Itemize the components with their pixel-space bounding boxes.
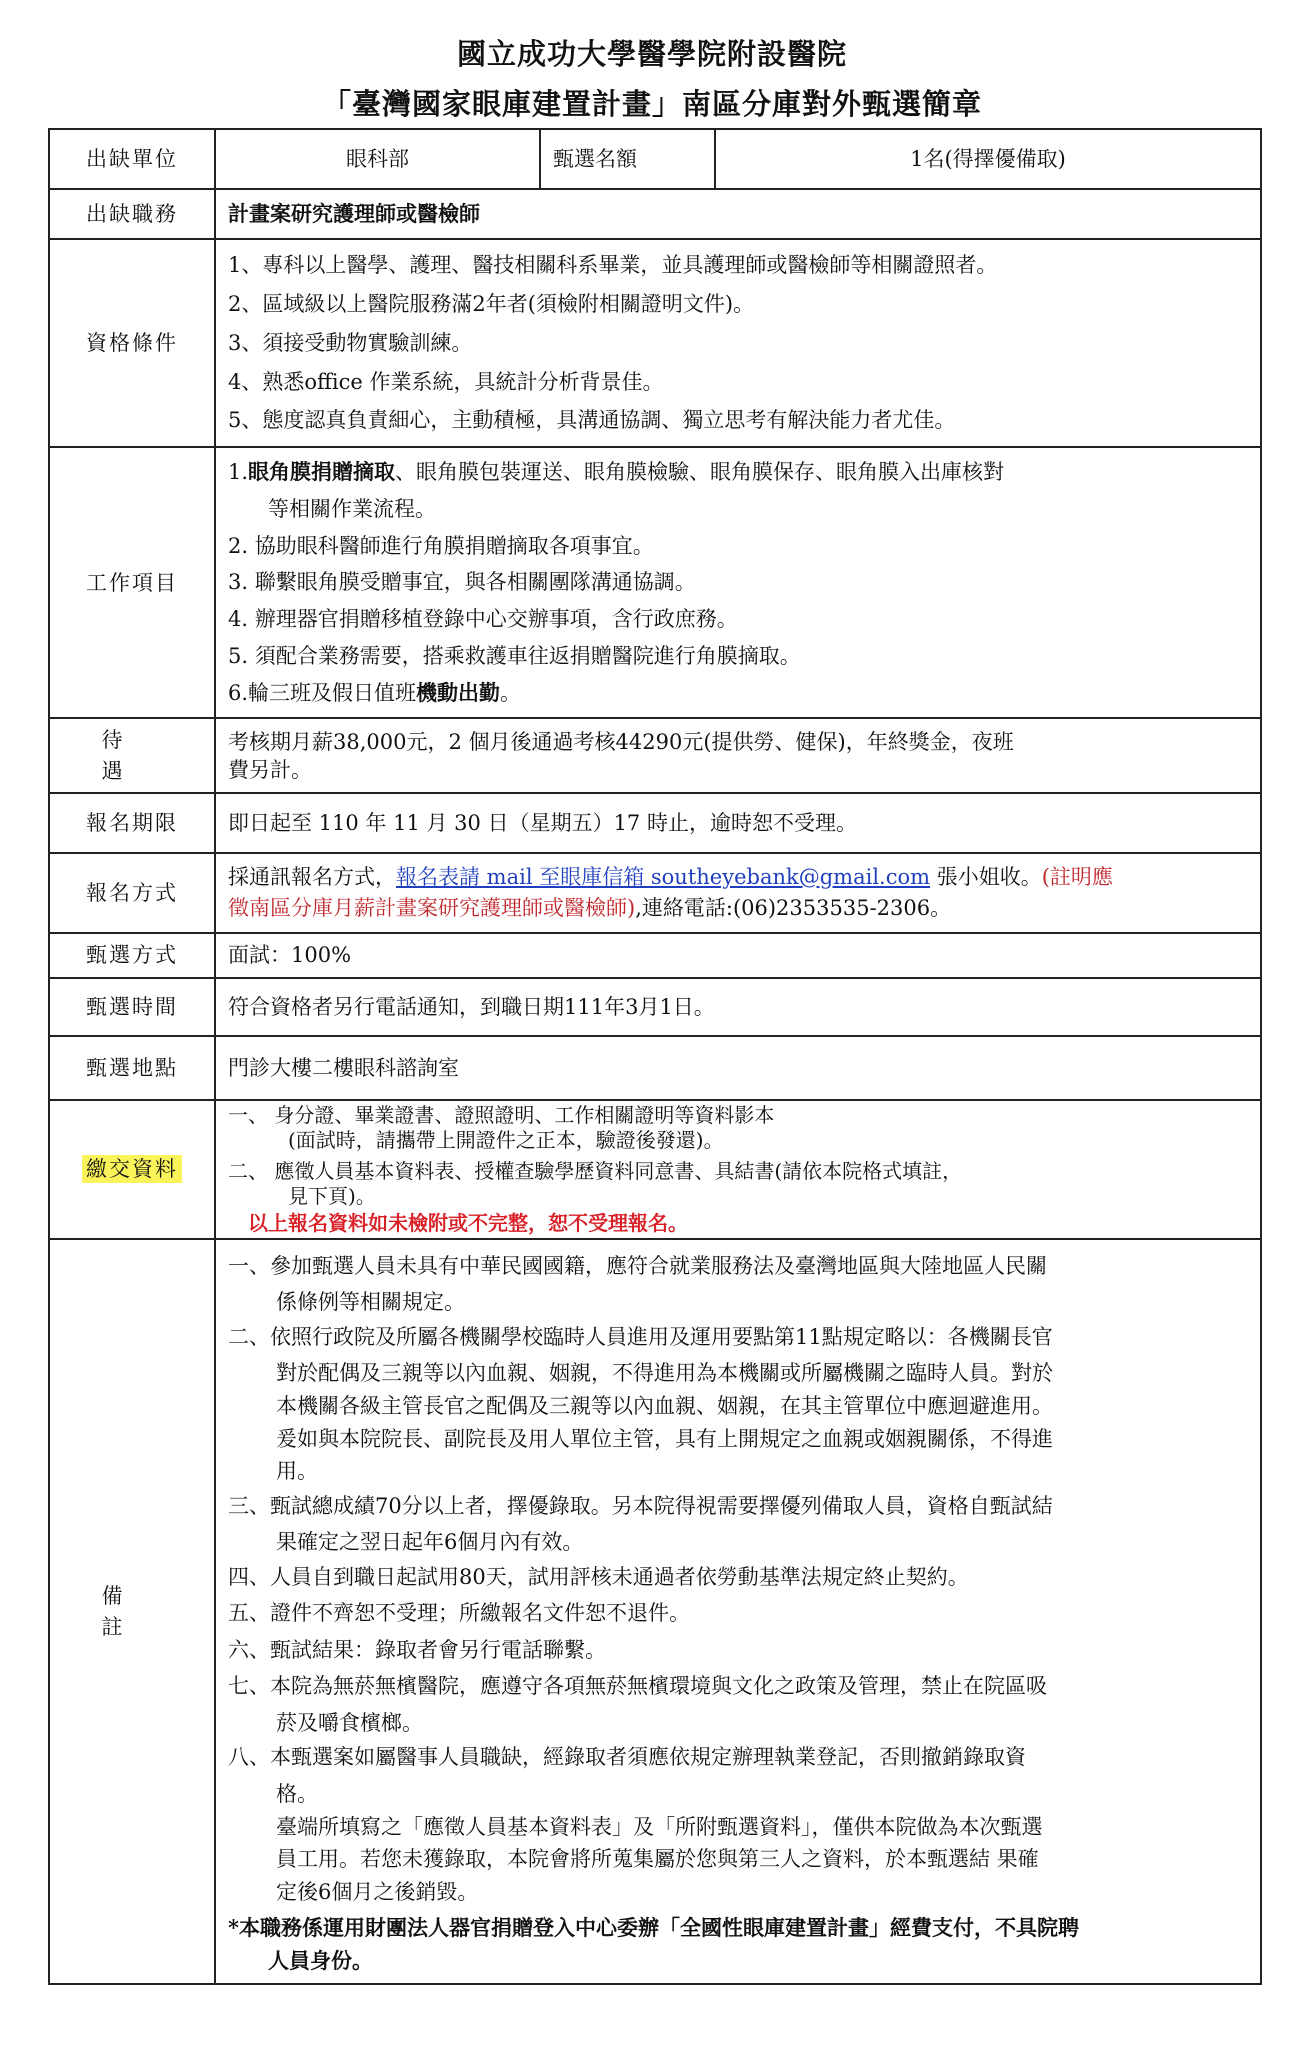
note-item-cont: 菸及嚼食檳榔。 bbox=[276, 1710, 423, 1735]
position-value: 計畫案研究護理師或醫檢師 bbox=[215, 189, 1261, 239]
note-item-cont: 臺端所填寫之「應徵人員基本資料表」及「所附甄選資料」，僅供本院做為本次甄選 bbox=[276, 1814, 1043, 1839]
deadline-value: 即日起至 110 年 11 月 30 日（星期五）17 時止，逾時恕不受理。 bbox=[215, 793, 1261, 853]
row-unit bbox=[49, 129, 1261, 189]
note-item: 二、依照行政院及所屬各機關學校臨時人員進用及運用要點第11點規定略以：各機關長官 bbox=[228, 1324, 1053, 1349]
duty-item-3: 3. 聯繫眼角膜受贈事宜，與各相關團隊溝通協調。 bbox=[228, 570, 696, 595]
note-item-cont: 用。 bbox=[276, 1459, 318, 1484]
row-apply-method bbox=[49, 853, 1261, 933]
apply-pre: 採通訊報名方式， bbox=[228, 864, 396, 889]
document-item: 二、 應徵人員基本資料表、授權查驗學歷資料同意書、具結書(請依本院格式填註， bbox=[228, 1158, 963, 1183]
row-duties bbox=[49, 447, 1261, 718]
salary-value bbox=[215, 718, 1261, 793]
note-item: 七、本院為無菸無檳醫院，應遵守各項無菸無檳環境與文化之政策及管理，禁止在院區吸 bbox=[228, 1674, 1047, 1699]
apply-note-red: 徵南區分庫月薪計畫案研究護理師或醫檢師) bbox=[228, 896, 636, 921]
row-selection-time bbox=[49, 978, 1261, 1036]
selection-method-value: 面試：100% bbox=[215, 933, 1261, 977]
duties-list bbox=[215, 447, 1261, 718]
selection-place-value: 門診大樓二樓眼科諮詢室 bbox=[215, 1036, 1261, 1100]
qualification-item: 5、態度認真負責細心，主動積極，具溝通協調、獨立思考有解決能力者尤佳。 bbox=[228, 408, 956, 433]
unit-label: 出缺單位 bbox=[49, 129, 215, 189]
row-salary bbox=[49, 718, 1261, 793]
note-item-cont: 果確定之翌日起年6個月內有效。 bbox=[276, 1530, 584, 1555]
row-qualifications bbox=[49, 239, 1261, 447]
note-item-cont: 本機關各級主管長官之配偶及三親等以內血親、姻親，在其主管單位中應迴避進用。 bbox=[276, 1393, 1053, 1418]
duty-6-bold: 機動出勤 bbox=[416, 679, 501, 705]
note-item-cont: 員工用。若您未獲錄取，本院會將所蒐集屬於您與第三人之資料，於本甄選結 果確 bbox=[276, 1847, 1039, 1872]
note-item-cont: 爰如與本院院長、副院長及用人單位主管，具有上開規定之血親或姻親關係，不得進 bbox=[276, 1426, 1053, 1451]
apply-line-1 bbox=[228, 862, 1248, 894]
salary-label: 待 遇 bbox=[49, 718, 215, 793]
funding-note-cont: 人員身份。 bbox=[268, 1947, 373, 1973]
duty-bold: 眼角膜捐贈摘取 bbox=[248, 459, 396, 485]
duty-6-pre: 6.輪三班及假日值班 bbox=[228, 680, 417, 705]
duty-num: 1. bbox=[228, 460, 249, 485]
note-item-cont: 定後6個月之後銷毀。 bbox=[276, 1879, 479, 1904]
recruitment-table bbox=[48, 128, 1262, 1985]
unit-value: 眼科部 bbox=[215, 129, 540, 189]
documents-label: 繳交資料 bbox=[82, 1155, 182, 1183]
row-deadline bbox=[49, 793, 1261, 853]
duties-label: 工作項目 bbox=[49, 447, 215, 718]
document-title: 國立成功大學醫學院附設醫院 bbox=[456, 37, 847, 71]
row-position bbox=[49, 189, 1261, 239]
duty-item-5: 5. 須配合業務需要，搭乘救護車往返捐贈醫院進行角膜摘取。 bbox=[228, 643, 801, 668]
notes-label: 備 註 bbox=[49, 1239, 215, 1984]
row-selection-method bbox=[49, 933, 1261, 977]
note-item: 六、甄試結果：錄取者會另行電話聯繫。 bbox=[228, 1637, 606, 1662]
notes-list bbox=[215, 1239, 1261, 1984]
salary-line: 考核期月薪38,000元，2 個月後通過考核44290元(提供勞、健保)，年終獎金，夜班 bbox=[228, 729, 1014, 754]
apply-line-2 bbox=[228, 893, 1248, 925]
document-item: 一、 身分證、畢業證書、證照證明、工作相關證明等資料影本 bbox=[228, 1102, 775, 1127]
note-item: 一、參加甄選人員未具有中華民國國籍，應符合就業服務法及臺灣地區與大陸地區人民關 bbox=[228, 1253, 1047, 1278]
document-subtitle: 「臺灣國家眼庫建置計畫」南區分庫對外甄選簡章 bbox=[321, 87, 982, 121]
apply-note-red: (註明應 bbox=[1041, 864, 1113, 889]
qualifications-list bbox=[215, 239, 1261, 447]
row-documents bbox=[49, 1100, 1261, 1239]
note-item: 八、本甄選案如屬醫事人員職缺，經錄取者須應依規定辦理執業登記，否則撤銷錄取資 bbox=[228, 1745, 1026, 1770]
salary-line: 費另計。 bbox=[228, 757, 312, 782]
quota-label: 甄選名額 bbox=[540, 129, 715, 189]
qualifications-label: 資格條件 bbox=[49, 239, 215, 447]
quota-value: 1名(得擇優備取) bbox=[715, 129, 1261, 189]
duty-item-1 bbox=[228, 454, 1248, 491]
qualification-item: 3、須接受動物實驗訓練。 bbox=[228, 330, 473, 355]
apply-method-label: 報名方式 bbox=[49, 853, 215, 933]
qualification-item: 1、專科以上醫學、護理、醫技相關科系畢業，並具護理師或醫檢師等相關證照者。 bbox=[228, 253, 998, 277]
note-item: 三、甄試總成績70分以上者，擇優錄取。另本院得視需要擇優列備取人員，資格自甄試結 bbox=[228, 1493, 1053, 1518]
position-label: 出缺職務 bbox=[49, 189, 215, 239]
apply-tail: ,連絡電話:(06)2353535-2306。 bbox=[635, 896, 952, 921]
note-item: 五、證件不齊恕不受理；所繳報名文件恕不退件。 bbox=[228, 1601, 690, 1626]
note-item-cont: 格。 bbox=[276, 1781, 318, 1806]
duty-item-1-cont: 等相關作業流程。 bbox=[268, 496, 436, 521]
apply-method-value bbox=[215, 853, 1261, 933]
deadline-label: 報名期限 bbox=[49, 793, 215, 853]
documents-label-cell bbox=[49, 1100, 215, 1239]
qualification-item: 2、區域級以上醫院服務滿2年者(須檢附相關證明文件)。 bbox=[228, 291, 755, 316]
selection-method-label: 甄選方式 bbox=[49, 933, 215, 977]
documents-value bbox=[215, 1100, 1261, 1239]
selection-time-value: 符合資格者另行電話通知，到職日期111年3月1日。 bbox=[215, 978, 1261, 1036]
note-item-cont: 對於配偶及三親等以內血親、姻親，不得進用為本機關或所屬機關之臨時人員。對於 bbox=[276, 1361, 1053, 1386]
document-item-cont: 見下頁)。 bbox=[288, 1183, 376, 1208]
duty-item-2: 2. 協助眼科醫師進行角膜捐贈摘取各項事宜。 bbox=[228, 533, 654, 558]
row-notes bbox=[49, 1239, 1261, 1984]
qualification-item: 4、熟悉office 作業系統，具統計分析背景佳。 bbox=[228, 369, 664, 394]
duty-rest: 、眼角膜包裝運送、眼角膜檢驗、眼角膜保存、眼角膜入出庫核對 bbox=[395, 460, 1005, 485]
duty-item-4: 4. 辦理器官捐贈移植登錄中心交辦事項，含行政庶務。 bbox=[228, 607, 738, 632]
duty-item-6 bbox=[228, 675, 1248, 712]
duty-6-post: 。 bbox=[500, 680, 522, 705]
row-selection-place bbox=[49, 1036, 1261, 1100]
note-item: 四、人員自到職日起試用80天，試用評核未通過者依勞動基準法規定終止契約。 bbox=[228, 1564, 969, 1589]
funding-note: *本職務係運用財團法人器官捐贈登入中心委辦「全國性眼庫建置計畫」經費支付，不具院聘 bbox=[228, 1915, 1079, 1941]
selection-place-label: 甄選地點 bbox=[49, 1036, 215, 1100]
email-link[interactable]: 報名表請 mail 至眼庫信箱 southeyebank@gmail.com bbox=[396, 864, 931, 889]
documents-warning: 以上報名資料如未檢附或不完整，恕不受理報名。 bbox=[248, 1210, 688, 1235]
apply-post: 張小姐收。 bbox=[930, 864, 1042, 889]
selection-time-label: 甄選時間 bbox=[49, 978, 215, 1036]
document-item-cont: (面試時，請攜帶上開證件之正本，驗證後發還)。 bbox=[288, 1127, 724, 1152]
note-item-cont: 係條例等相關規定。 bbox=[276, 1290, 465, 1315]
